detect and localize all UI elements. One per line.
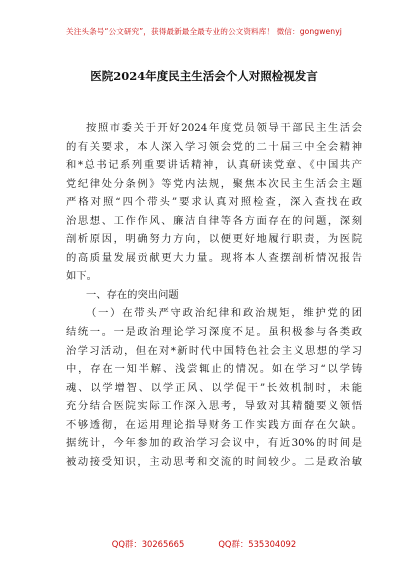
- body-line: 被动接受知识，主动思考和交流的时间较少。二是政治敏: [66, 455, 362, 468]
- body-line: 不够透彻，在运用理论指导财务工作实践方面存在欠缺。: [66, 418, 362, 431]
- footer-contact: [0, 538, 408, 550]
- footer-qq-group-2: QQ群：535304092: [218, 539, 297, 549]
- document-title: 医院2024年度民主生活会个人对照检视发言: [90, 69, 318, 83]
- body-line: 据统计，今年参加的政治学习会议中，有近30%的时间是: [66, 437, 362, 450]
- header-banner: 关注头条号“公文研究”，获得最新最全最专业的公文资料库！ 微信：gongwenyj: [66, 27, 342, 36]
- footer-qq-group-1: QQ群：30265665: [111, 539, 185, 549]
- body-line: 如下。: [66, 270, 97, 283]
- body-line: 充分结合医院实际工作深入思考，导致对其精髓要义领悟: [66, 400, 362, 413]
- body-line: 剖析原因，明确努力方向，以便更好地履行职责，为医院: [66, 233, 362, 246]
- body-line: 严格对照“四个带头”要求认真对照检查，深入查找在政: [66, 196, 362, 209]
- body-line: 中，存在一知半解、浅尝辄止的情况。如在学习“以学铸: [66, 363, 362, 376]
- body-line: 一、存在的突出问题: [86, 288, 179, 301]
- body-line: 治学习活动，但在对*新时代中国特色社会主义思想的学习: [66, 344, 362, 357]
- body-line: 的有关要求，本人深入学习领会党的二十届三中全会精神: [66, 140, 362, 153]
- body-line: 的高质量发展贡献更大力量。现将本人查摆剖析情况报告: [66, 251, 362, 264]
- document-body: [66, 119, 362, 471]
- body-line: 魂、以学增智、以学正风、以学促干”长效机制时，未能: [66, 381, 362, 394]
- body-line: 结统一。一是政治理论学习深度不足。虽积极参与各类政: [66, 326, 362, 339]
- body-line: 按照市委关于开好2024年度党员领导干部民主生活会: [86, 122, 362, 134]
- body-line: 党纪律处分条例》等党内法规，聚焦本次民主生活会主题: [66, 177, 362, 190]
- body-line: 和*总书记系列重要讲话精神，认真研读党章、《中国共产: [66, 159, 362, 172]
- body-line: （一）在带头严守政治纪律和政治规矩，维护党的团: [86, 307, 362, 320]
- body-line: 治思想、工作作风、廉洁自律等各方面存在的问题，深刻: [66, 214, 362, 227]
